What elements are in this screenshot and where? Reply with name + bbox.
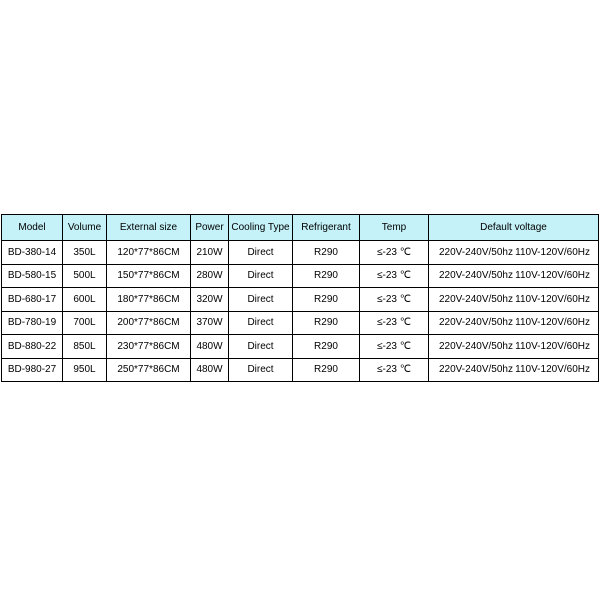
cell-temp: ≤-23 ℃ xyxy=(360,241,429,265)
cell-external-size: 230*77*86CM xyxy=(107,335,191,359)
voltage-50hz: 220V-240V/50hz xyxy=(439,246,513,258)
voltage-60hz: 110V-120V/60Hz xyxy=(515,246,590,258)
cell-default-voltage xyxy=(429,241,599,265)
cell-volume: 350L xyxy=(63,241,107,265)
cell-refrigerant: R290 xyxy=(293,264,360,288)
cell-default-voltage xyxy=(429,311,599,335)
cell-volume: 950L xyxy=(63,358,107,382)
cell-refrigerant: R290 xyxy=(293,288,360,312)
cell-model: BD-380-14 xyxy=(2,241,63,265)
header-volume: Volume xyxy=(63,215,107,241)
cell-power: 280W xyxy=(191,264,229,288)
header-refrigerant: Refrigerant xyxy=(293,215,360,241)
cell-power: 370W xyxy=(191,311,229,335)
header-power: Power xyxy=(191,215,229,241)
voltage-60hz: 110V-120V/60Hz xyxy=(515,340,590,352)
header-external-size: External size xyxy=(107,215,191,241)
voltage-50hz: 220V-240V/50hz xyxy=(439,340,513,352)
cell-temp: ≤-23 ℃ xyxy=(360,288,429,312)
cell-model: BD-580-15 xyxy=(2,264,63,288)
cell-refrigerant: R290 xyxy=(293,241,360,265)
cell-volume: 500L xyxy=(63,264,107,288)
cell-power: 210W xyxy=(191,241,229,265)
cell-model: BD-980-27 xyxy=(2,358,63,382)
cell-default-voltage xyxy=(429,264,599,288)
cell-cooling-type: Direct xyxy=(229,288,293,312)
cell-cooling-type: Direct xyxy=(229,311,293,335)
table-row xyxy=(2,311,599,335)
voltage-60hz: 110V-120V/60Hz xyxy=(515,270,590,282)
voltage-60hz: 110V-120V/60Hz xyxy=(515,317,590,329)
table-row xyxy=(2,241,599,265)
table-row xyxy=(2,358,599,382)
header-cooling-type: Cooling Type xyxy=(229,215,293,241)
cell-temp: ≤-23 ℃ xyxy=(360,264,429,288)
table-row xyxy=(2,335,599,359)
cell-refrigerant: R290 xyxy=(293,335,360,359)
spec-table xyxy=(1,214,599,382)
cell-default-voltage xyxy=(429,358,599,382)
header-temp: Temp xyxy=(360,215,429,241)
voltage-50hz: 220V-240V/50hz xyxy=(439,270,513,282)
cell-temp: ≤-23 ℃ xyxy=(360,335,429,359)
header-default-voltage: Default voltage xyxy=(429,215,599,241)
table-body xyxy=(2,241,599,382)
table-row xyxy=(2,264,599,288)
cell-temp: ≤-23 ℃ xyxy=(360,311,429,335)
voltage-50hz: 220V-240V/50hz xyxy=(439,364,513,376)
cell-model: BD-780-19 xyxy=(2,311,63,335)
cell-cooling-type: Direct xyxy=(229,241,293,265)
cell-external-size: 200*77*86CM xyxy=(107,311,191,335)
cell-model: BD-880-22 xyxy=(2,335,63,359)
cell-volume: 700L xyxy=(63,311,107,335)
voltage-50hz: 220V-240V/50hz xyxy=(439,317,513,329)
table-row xyxy=(2,288,599,312)
header-model: Model xyxy=(2,215,63,241)
cell-default-voltage xyxy=(429,288,599,312)
cell-cooling-type: Direct xyxy=(229,335,293,359)
voltage-50hz: 220V-240V/50hz xyxy=(439,293,513,305)
cell-cooling-type: Direct xyxy=(229,264,293,288)
cell-default-voltage xyxy=(429,335,599,359)
cell-external-size: 120*77*86CM xyxy=(107,241,191,265)
cell-external-size: 180*77*86CM xyxy=(107,288,191,312)
cell-refrigerant: R290 xyxy=(293,358,360,382)
cell-external-size: 250*77*86CM xyxy=(107,358,191,382)
cell-temp: ≤-23 ℃ xyxy=(360,358,429,382)
cell-model: BD-680-17 xyxy=(2,288,63,312)
cell-external-size: 150*77*86CM xyxy=(107,264,191,288)
voltage-60hz: 110V-120V/60Hz xyxy=(515,293,590,305)
header-row xyxy=(2,215,599,241)
cell-power: 320W xyxy=(191,288,229,312)
voltage-60hz: 110V-120V/60Hz xyxy=(515,364,590,376)
cell-volume: 850L xyxy=(63,335,107,359)
cell-volume: 600L xyxy=(63,288,107,312)
cell-cooling-type: Direct xyxy=(229,358,293,382)
cell-power: 480W xyxy=(191,335,229,359)
cell-power: 480W xyxy=(191,358,229,382)
cell-refrigerant: R290 xyxy=(293,311,360,335)
table-header xyxy=(2,215,599,241)
